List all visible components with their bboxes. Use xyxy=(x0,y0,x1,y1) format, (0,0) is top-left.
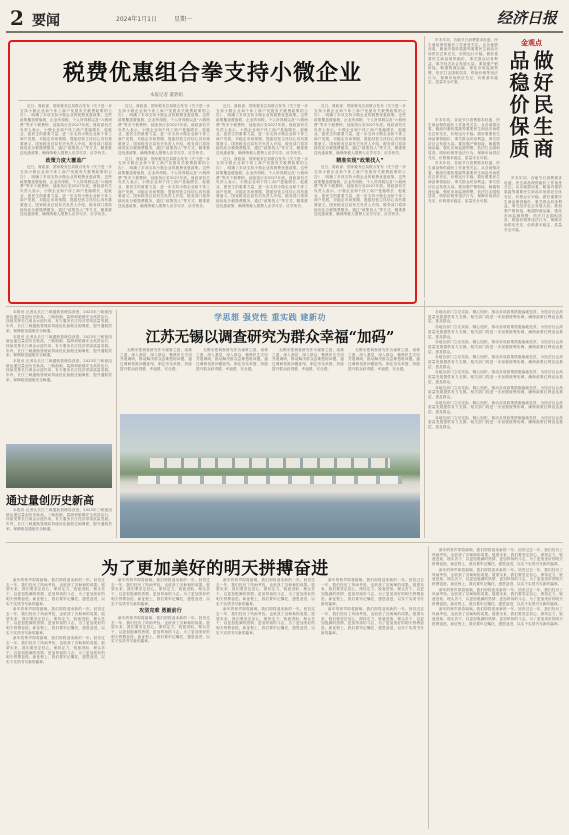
lead-byline: 本报记者 董碧娟 xyxy=(150,93,183,98)
commentary-column-tag: 金观点 xyxy=(521,39,542,47)
right-text: 各地各部门立足实际，精心组织，推动各项政策措施落地见效，为经济社会高质量发展提供有力支撑。相关部门将进一步加强统筹协调，确保政策红利直达基层、惠及群众。 各地各部门立足实际，精心组织，推动各项政策措施落地见效，为经济社会高质量发展提供有力支撑。相关部门将进一步加强统筹协调，确保政策红利直达基层、惠及群众。 各地各部门立足实际，精心组织，推动各项政策措施落地见效，为经济社会高质量发展提供有力支撑。相关部门将进一步加强统筹协调，确保政策红利直达基层、惠及群众。 各地各部门立足实际，精心组织，推动各项政策措施落地见效，为经济社会高质量发展提供有力支撑。相关部门将进一步加强统筹协调，确保政策红利直达基层、惠及群众。 各地各部门立足实际，精心组织，推动各项政策措施落地见效，为经济社会高质量发展提供有力支撑。相关部门将进一步加强统筹协调，确保政策红利直达基层、惠及群众。 各地各部门立足实际，精心组织，推动各项政策措施落地见效，为经济社会高质量发展提供有力支撑。相关部门将进一步加强统筹协调，确保政策红利直达基层、惠及群众。 各地各部门立足实际，精心组织，推动各项政策措施落地见效，为经济社会高质量发展提供有力支撑。相关部门将进一步加强统筹协调，确保政策红利直达基层、惠及群众。 各地各部门立足实际，精心组织，推动各项政策措施落地见效，为经济社会高质量发展提供有力支撑。相关部门将进一步加强统筹协调，确保政策红利直达基层、惠及群众。 xyxy=(428,310,563,430)
left-text-top: 本报讯 记者从长江三峡通航管理局获悉，2023年三峡枢纽航运通过量创历史新高。三峡船闸、葛洲坝船闸安全高效运行，持续发挥长江黄金水道作用，有力服务长江经济带高质量发展。年内，长江三峡通航管理局持续优化船舶过闸调度，提升通航效率，保障枢纽通航安全畅通。 本报讯 记者从长江三峡通航管理局获悉，2023年三峡枢纽航运通过量创历史新高。三峡船闸、葛洲坝船闸安全高效运行，持续发挥长江黄金水道作用，有力服务长江经济带高质量发展。年内，长江三峡通航管理局持续优化船舶过闸调度，提升通航效率，保障枢纽通航安全畅通。 本报讯 记者从长江三峡通航管理局获悉，2023年三峡枢纽航运通过量创历史新高。三峡船闸、葛洲坝船闸安全高效运行，持续发挥长江黄金水道作用，有力服务长江经济带高质量发展。年内，长江三峡通航管理局持续优化船舶过闸调度，提升通航效率，保障枢纽通航安全畅通。 xyxy=(6,310,112,382)
mid-col-3: 无锡市把调查研究作为谋事之基、成事之道，深入基层、深入群众，聚焦民生关切开展调研，推动解决群众急难愁盼问题。通过调研找准问题症结，制定务实举措，持续提升群众获得感、幸福感、安全感。 xyxy=(272,348,344,371)
commentary xyxy=(428,36,563,298)
mid-headline: 江苏无锡以调查研究为群众幸福“加码” xyxy=(145,329,395,346)
bottom-headline: 为了更加美好的明天拼搏奋进 xyxy=(101,559,329,579)
commentary-body-2: 岁末年初，各地节日消费需求旺盛，民生商品保供稳价工作备受关注。从各地情况看，粮油肉蛋奶果蔬等重要民生商品市场供应总体充足，价格运行平稳。做好重要民生商品保供稳价，事关群众切身利益，事关经济社会发展大局。要加强产销衔接，畅通物流运输，强化市场监测预警，依法打击囤积居奇、哄抬价格等违法行为，保障市场供应充足、价格基本稳定、质量安全可靠。 xyxy=(504,176,562,232)
commentary-headline: 做好民生商品稳价保质 xyxy=(506,50,554,160)
lead-col-2: 近日，财政部、国家税务总局联合发布《关于进一步支持小微企业和个体工商户发展有关税费政策的公告》，明确了多项支持小微企业的税费优惠政策。这些政策覆盖增值税、企业所得税、个人所得税以及“六税两费”等多个税费种，延续执行至2027年底。财政部有关负责人表示，小微企业和个体工商户是稳增长、促就业、惠民生的重要力量，进一步支持小微企业和个体工商户发展，对稳定市场预期、提振经营主体信心具有重要意义。国家税务总局有关负责人介绍，税务部门将持续优化办税缴费服务，通过“政策找人”等方式，精准推送优惠政策，确保纳税人缴费人应享尽享、应享快享。 近日，财政部、国家税务总局联合发布《关于进一步支持小微企业和个体工商户发展有关税费政策的公告》，明确了多项支持小微企业的税费优惠政策。这些政策覆盖增值税、企业所得税、个人所得税以及“六税两费”等多个税费种，延续执行至2027年底。财政部有关负责人表示，小微企业和个体工商户是稳增长、促就业、惠民生的重要力量，进一步支持小微企业和个体工商户发展，对稳定市场预期、提振经营主体信心具有重要意义。国家税务总局有关负责人介绍，税务部门将持续优化办税缴费服务，通过“政策找人”等方式，精准推送优惠政策，确保纳税人缴费人应享尽享、应享快享。 xyxy=(118,104,210,208)
commentary-intro: 岁末年初，各地节日消费需求旺盛，民生商品保供稳价工作备受关注。从各地情况看，粮油肉蛋奶果蔬等重要民生商品市场供应总体充足，价格运行平稳。做好重要民生商品保供稳价，事关群众切身利益，事关经济社会发展大局。要加强产销衔接，畅通物流运输，强化市场监测预警，依法打击囤积居奇、哄抬价格等违法行为，保障市场供应充足、价格基本稳定、质量安全可靠。 xyxy=(428,38,498,85)
mid-kicker: 学思想 强党性 重实践 建新功 xyxy=(214,313,326,322)
mid-col-4: 无锡市把调查研究作为谋事之基、成事之道，深入基层、深入群众，聚焦民生关切开展调研，推动解决群众急难愁盼问题。通过调研找准问题症结，制定务实举措，持续提升群众获得感、幸福感、安全感。 xyxy=(348,348,420,371)
left-headline: 通过量创历史新高 xyxy=(6,494,94,507)
left-column xyxy=(6,310,112,538)
commentary-body: 岁末年初，各地节日消费需求旺盛，民生商品保供稳价工作备受关注。从各地情况看，粮油肉蛋奶果蔬等重要民生商品市场供应总体充足，价格运行平稳。做好重要民生商品保供稳价，事关群众切身利益，事关经济社会发展大局。要加强产销衔接，畅通物流运输，强化市场监测预警，依法打击囤积居奇、哄抬价格等违法行为，保障市场供应充足、价格基本稳定、质量安全可靠。 岁末年初，各地节日消费需求旺盛，民生商品保供稳价工作备受关注。从各地情况看，粮油肉蛋奶果蔬等重要民生商品市场供应总体充足，价格运行平稳。做好重要民生商品保供稳价，事关群众切身利益，事关经济社会发展大局。要加强产销衔接，畅通物流运输，强化市场监测预警，依法打击囤积居奇、哄抬价格等违法行为，保障市场供应充足、价格基本稳定、质量安全可靠。 xyxy=(428,118,500,203)
lead-col-1: 近日，财政部、国家税务总局联合发布《关于进一步支持小微企业和个体工商户发展有关税费政策的公告》，明确了多项支持小微企业的税费优惠政策。这些政策覆盖增值税、企业所得税、个人所得税以及“六税两费”等多个税费种，延续执行至2027年底。财政部有关负责人表示，小微企业和个体工商户是稳增长、促就业、惠民生的重要力量，进一步支持小微企业和个体工商户发展，对稳定市场预期、提振经营主体信心具有重要意义。国家税务总局有关负责人介绍，税务部门将持续优化办税缴费服务，通过“政策找人”等方式，精准推送优惠政策，确保纳税人缴费人应享尽享、应享快享。 政策力度大覆盖广 近日，财政部、国家税务总局联合发布《关于进一步支持小微企业和个体工商户发展有关税费政策的公告》，明确了多项支持小微企业的税费优惠政策。这些政策覆盖增值税、企业所得税、个人所得税以及“六税两费”等多个税费种，延续执行至2027年底。财政部有关负责人表示，小微企业和个体工商户是稳增长、促就业、惠民生的重要力量，进一步支持小微企业和个体工商户发展，对稳定市场预期、提振经营主体信心具有重要意义。国家税务总局有关负责人介绍，税务部门将持续优化办税缴费服务，通过“政策找人”等方式，精准推送优惠政策，确保纳税人缴费人应享尽享、应享快享。 xyxy=(20,104,112,217)
mid-col-1: 无锡市把调查研究作为谋事之基、成事之道，深入基层、深入群众，聚焦民生关切开展调研，推动解决群众急难愁盼问题。通过调研找准问题症结，制定务实举措，持续提升群众获得感、幸福感、安全感。 xyxy=(120,348,192,371)
mid-photo xyxy=(120,414,420,538)
brand-logo: 经济日报 xyxy=(496,9,557,27)
left-text-bottom: 本报讯 记者从长江三峡通航管理局获悉，2023年三峡枢纽航运通过量创历史新高。三峡船闸、葛洲坝船闸安全高效运行，持续发挥长江黄金水道作用，有力服务长江经济带高质量发展。年内，长江三峡通航管理局持续优化船舶过闸调度，提升通航效率，保障枢纽通航安全畅通。 xyxy=(6,508,112,531)
section-name: 要闻 xyxy=(32,13,60,29)
bottom-col-1: 新年的钟声即将敲响，我们即将迎来新的一年。回首过去一年，我们经历了风雨考验，也收获了沉甸甸的成果。展望未来，我们要坚定信心，保持定力，锐意进取，埋头苦干，以更加饱满的热情、更加昂扬的斗志，为了更加美好的明天拼搏奋进。新征程上，我们要牢记嘱托，感恩奋进，以实干实绩书写新的篇章。 新年的钟声即将敲响，我们即将迎来新的一年。回首过去一年，我们经历了风雨考验，也收获了沉甸甸的成果。展望未来，我们要坚定信心，保持定力，锐意进取，埋头苦干，以更加饱满的热情、更加昂扬的斗志，为了更加美好的明天拼搏奋进。新征程上，我们要牢记嘱托，感恩奋进，以实干实绩书写新的篇章。 新年的钟声即将敲响，我们即将迎来新的一年。回首过去一年，我们经历了风雨考验，也收获了沉甸甸的成果。展望未来，我们要坚定信心，保持定力，锐意进取，埋头苦干，以更加饱满的热情、更加昂扬的斗志，为了更加美好的明天拼搏奋进。新征程上，我们要牢记嘱托，感恩奋进，以实干实绩书写新的篇章。 xyxy=(6,578,105,664)
issue-weekday: 星期一 xyxy=(174,16,193,23)
bottom-subhead: 攻坚克难 勇毅前行 xyxy=(139,608,182,615)
lead-subhead-1: 政策力度大覆盖广 xyxy=(45,157,87,164)
masthead xyxy=(6,6,563,30)
page-number: 2 xyxy=(10,6,24,30)
lead-col-3: 近日，财政部、国家税务总局联合发布《关于进一步支持小微企业和个体工商户发展有关税费政策的公告》，明确了多项支持小微企业的税费优惠政策。这些政策覆盖增值税、企业所得税、个人所得税以及“六税两费”等多个税费种，延续执行至2027年底。财政部有关负责人表示，小微企业和个体工商户是稳增长、促就业、惠民生的重要力量，进一步支持小微企业和个体工商户发展，对稳定市场预期、提振经营主体信心具有重要意义。国家税务总局有关负责人介绍，税务部门将持续优化办税缴费服务，通过“政策找人”等方式，精准推送优惠政策，确保纳税人缴费人应享尽享、应享快享。 近日，财政部、国家税务总局联合发布《关于进一步支持小微企业和个体工商户发展有关税费政策的公告》，明确了多项支持小微企业的税费优惠政策。这些政策覆盖增值税、企业所得税、个人所得税以及“六税两费”等多个税费种，延续执行至2027年底。财政部有关负责人表示，小微企业和个体工商户是稳增长、促就业、惠民生的重要力量，进一步支持小微企业和个体工商户发展，对稳定市场预期、提振经营主体信心具有重要意义。国家税务总局有关负责人介绍，税务部门将持续优化办税缴费服务，通过“政策找人”等方式，精准推送优惠政策，确保纳税人缴费人应享尽享、应享快享。 xyxy=(216,104,308,208)
bottom-col-2: 新年的钟声即将敲响，我们即将迎来新的一年。回首过去一年，我们经历了风雨考验，也收获了沉甸甸的成果。展望未来，我们要坚定信心，保持定力，锐意进取，埋头苦干，以更加饱满的热情、更加昂扬的斗志，为了更加美好的明天拼搏奋进。新征程上，我们要牢记嘱托，感恩奋进，以实干实绩书写新的篇章。 攻坚克难 勇毅前行 新年的钟声即将敲响，我们即将迎来新的一年。回首过去一年，我们经历了风雨考验，也收获了沉甸甸的成果。展望未来，我们要坚定信心，保持定力，锐意进取，埋头苦干，以更加饱满的热情、更加昂扬的斗志，为了更加美好的明天拼搏奋进。新征程上，我们要牢记嘱托，感恩奋进，以实干实绩书写新的篇章。 xyxy=(111,578,210,644)
mid-col-2: 无锡市把调查研究作为谋事之基、成事之道，深入基层、深入群众，聚焦民生关切开展调研，推动解决群众急难愁盼问题。通过调研找准问题症结，制定务实举措，持续提升群众获得感、幸福感、安全感。 xyxy=(196,348,268,371)
bottom-article xyxy=(6,546,424,829)
bottom-right-column xyxy=(432,546,563,829)
left-photo xyxy=(6,444,112,488)
issue-date: 2024年1月1日 xyxy=(116,16,157,23)
lead-headline: 税费优惠组合拳支持小微企业 xyxy=(62,60,362,86)
bottom-col-4: 新年的钟声即将敲响，我们即将迎来新的一年。回首过去一年，我们经历了风雨考验，也收获了沉甸甸的成果。展望未来，我们要坚定信心，保持定力，锐意进取，埋头苦干，以更加饱满的热情、更加昂扬的斗志，为了更加美好的明天拼搏奋进。新征程上，我们要牢记嘱托，感恩奋进，以实干实绩书写新的篇章。 新年的钟声即将敲响，我们即将迎来新的一年。回首过去一年，我们经历了风雨考验，也收获了沉甸甸的成果。展望未来，我们要坚定信心，保持定力，锐意进取，埋头苦干，以更加饱满的热情、更加昂扬的斗志，为了更加美好的明天拼搏奋进。新征程上，我们要牢记嘱托，感恩奋进，以实干实绩书写新的篇章。 xyxy=(321,578,424,635)
lead-col-4: 近日，财政部、国家税务总局联合发布《关于进一步支持小微企业和个体工商户发展有关税费政策的公告》，明确了多项支持小微企业的税费优惠政策。这些政策覆盖增值税、企业所得税、个人所得税以及“六税两费”等多个税费种，延续执行至2027年底。财政部有关负责人表示，小微企业和个体工商户是稳增长、促就业、惠民生的重要力量，进一步支持小微企业和个体工商户发展，对稳定市场预期、提振经营主体信心具有重要意义。国家税务总局有关负责人介绍，税务部门将持续优化办税缴费服务，通过“政策找人”等方式，精准推送优惠政策，确保纳税人缴费人应享尽享、应享快享。 精准实现“政策找人” 近日，财政部、国家税务总局联合发布《关于进一步支持小微企业和个体工商户发展有关税费政策的公告》，明确了多项支持小微企业的税费优惠政策。这些政策覆盖增值税、企业所得税、个人所得税以及“六税两费”等多个税费种，延续执行至2027年底。财政部有关负责人表示，小微企业和个体工商户是稳增长、促就业、惠民生的重要力量，进一步支持小微企业和个体工商户发展，对稳定市场预期、提振经营主体信心具有重要意义。国家税务总局有关负责人介绍，税务部门将持续优化办税缴费服务，通过“政策找人”等方式，精准推送优惠政策，确保纳税人缴费人应享尽享、应享快享。 xyxy=(314,104,406,217)
bottom-col-3: 新年的钟声即将敲响，我们即将迎来新的一年。回首过去一年，我们经历了风雨考验，也收获了沉甸甸的成果。展望未来，我们要坚定信心，保持定力，锐意进取，埋头苦干，以更加饱满的热情、更加昂扬的斗志，为了更加美好的明天拼搏奋进。新征程上，我们要牢记嘱托，感恩奋进，以实干实绩书写新的篇章。 新年的钟声即将敲响，我们即将迎来新的一年。回首过去一年，我们经历了风雨考验，也收获了沉甸甸的成果。展望未来，我们要坚定信心，保持定力，锐意进取，埋头苦干，以更加饱满的热情、更加昂扬的斗志，为了更加美好的明天拼搏奋进。新征程上，我们要牢记嘱托，感恩奋进，以实干实绩书写新的篇章。 xyxy=(216,578,315,635)
right-column xyxy=(428,310,563,538)
bottom-right-text: 新年的钟声即将敲响，我们即将迎来新的一年。回首过去一年，我们经历了风雨考验，也收获了沉甸甸的成果。展望未来，我们要坚定信心，保持定力，锐意进取，埋头苦干，以更加饱满的热情、更加昂扬的斗志，为了更加美好的明天拼搏奋进。新征程上，我们要牢记嘱托，感恩奋进，以实干实绩书写新的篇章。 新年的钟声即将敲响，我们即将迎来新的一年。回首过去一年，我们经历了风雨考验，也收获了沉甸甸的成果。展望未来，我们要坚定信心，保持定力，锐意进取，埋头苦干，以更加饱满的热情、更加昂扬的斗志，为了更加美好的明天拼搏奋进。新征程上，我们要牢记嘱托，感恩奋进，以实干实绩书写新的篇章。 新年的钟声即将敲响，我们即将迎来新的一年。回首过去一年，我们经历了风雨考验，也收获了沉甸甸的成果。展望未来，我们要坚定信心，保持定力，锐意进取，埋头苦干，以更加饱满的热情、更加昂扬的斗志，为了更加美好的明天拼搏奋进。新征程上，我们要牢记嘱托，感恩奋进，以实干实绩书写新的篇章。 新年的钟声即将敲响，我们即将迎来新的一年。回首过去一年，我们经历了风雨考验，也收获了沉甸甸的成果。展望未来，我们要坚定信心，保持定力，锐意进取，埋头苦干，以更加饱满的热情、更加昂扬的斗志，为了更加美好的明天拼搏奋进。新征程上，我们要牢记嘱托，感恩奋进，以实干实绩书写新的篇章。 xyxy=(432,548,563,626)
lead-article xyxy=(8,40,417,304)
mid-article xyxy=(120,310,420,538)
lead-subhead-2: 精准实现“政策找人” xyxy=(336,157,384,164)
